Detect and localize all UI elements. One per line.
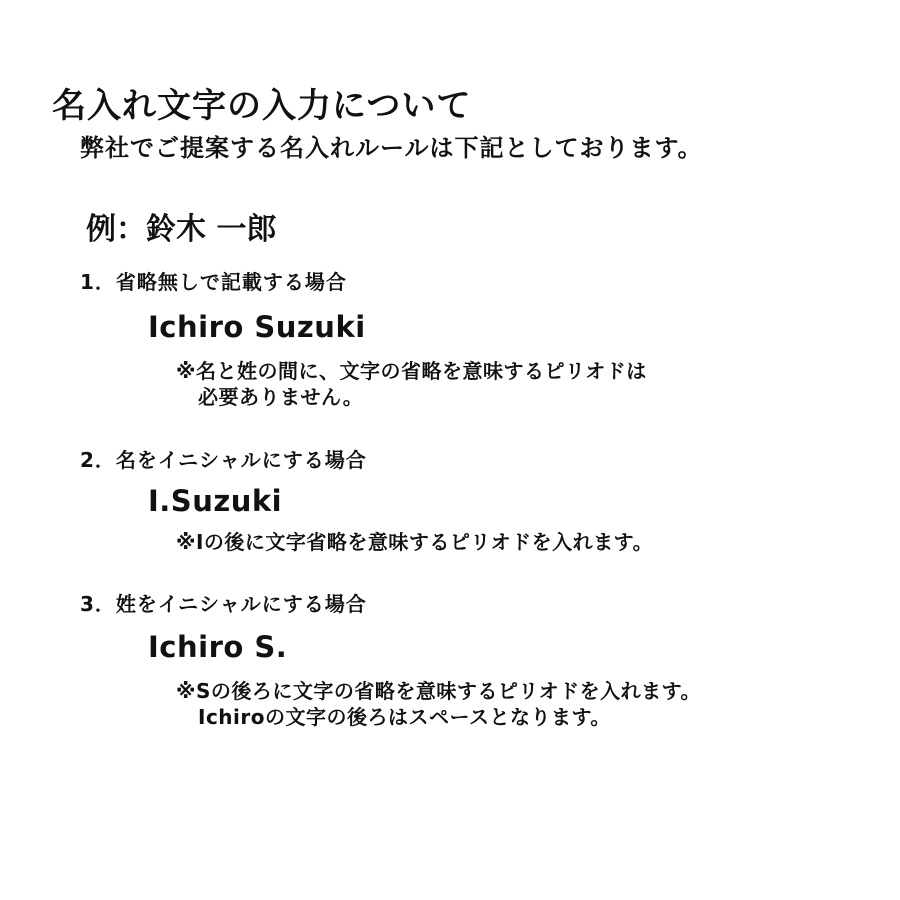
rule-3-note [176,678,701,730]
rule-2-heading: 2．名をイニシャルにする場合 [80,448,367,472]
rule-2-note-line: ※Iの後に文字省略を意味するピリオドを入れます。 [176,530,654,554]
rule-3-heading: 3．姓をイニシャルにする場合 [80,592,367,616]
rule-2-name-example: I.Suzuki [148,484,283,518]
rule-1-note-line: 必要ありません。 [198,385,364,409]
rule-3-note-line: ※Sの後ろに文字の省略を意味するピリオドを入れます。 [176,679,702,703]
rule-3-note-line: Ichiroの文字の後ろはスペースとなります。 [198,705,611,729]
rule-1-note [176,358,647,410]
rule-3-name-example: Ichiro S. [148,630,288,664]
page-title: 名入れ文字の入力について [52,86,472,126]
intro-text: 弊社でご提案する名入れルールは下記としております。 [80,134,703,162]
rule-2-note [176,529,653,555]
example-name: 例：鈴木 一郎 [86,212,277,247]
rule-1-heading: 1．省略無しで記載する場合 [80,270,347,294]
rule-1-note-line: ※名と姓の間に、文字の省略を意味するピリオドは [176,359,647,383]
rule-1-name-example: Ichiro Suzuki [148,310,366,344]
